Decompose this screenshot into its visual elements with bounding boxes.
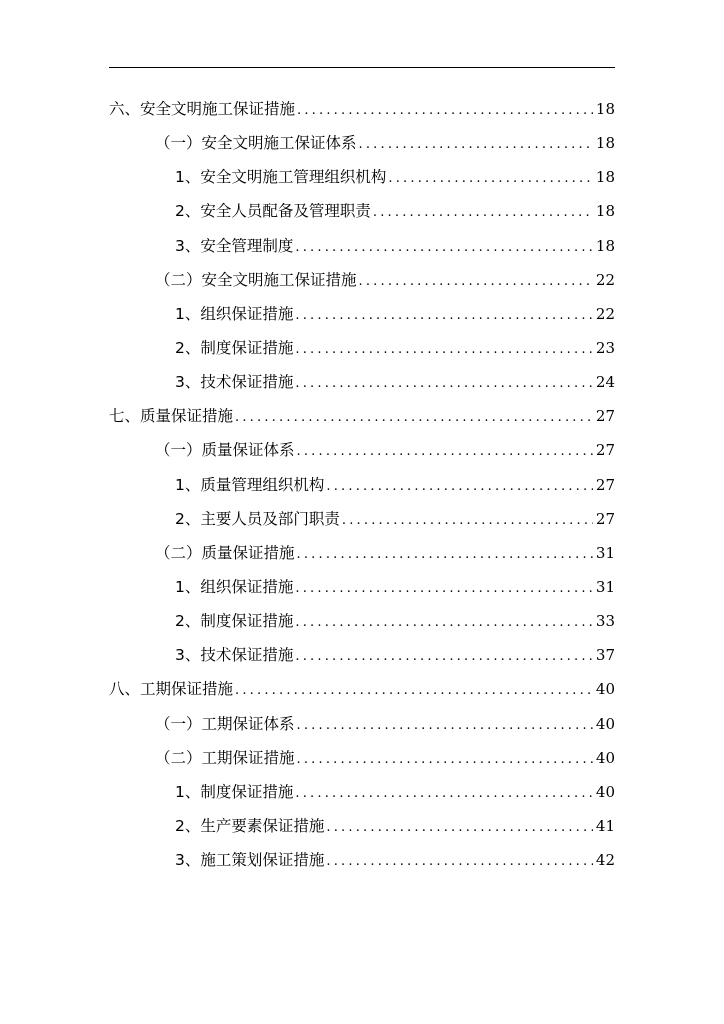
toc-page-number: 31 [595, 577, 615, 596]
toc-dot-leader [295, 333, 593, 367]
toc-entry[interactable] [109, 297, 615, 331]
toc-dot-leader [295, 299, 593, 333]
toc-dot-leader [295, 606, 593, 640]
toc-entry-title: 3、施工策划保证措施 [175, 851, 325, 870]
toc-dot-leader [295, 572, 593, 606]
toc-page-number: 40 [595, 748, 615, 767]
toc-dot-leader [326, 470, 593, 504]
toc-page-number: 42 [595, 851, 615, 870]
toc-entry[interactable] [109, 331, 615, 365]
header-rule [109, 67, 615, 68]
toc-entry-title: 2、制度保证措施 [175, 338, 294, 357]
toc-entry[interactable] [109, 433, 615, 467]
toc-page-number: 31 [595, 543, 615, 562]
toc-entry-title: （二）安全文明施工保证措施 [155, 270, 357, 289]
toc-page-number: 18 [595, 202, 615, 221]
toc-entry[interactable] [109, 160, 615, 194]
toc-dot-leader [297, 435, 593, 469]
toc-entry[interactable] [109, 263, 615, 297]
toc-entry-title: 2、制度保证措施 [175, 612, 294, 631]
toc-entry-title: 七、质量保证措施 [109, 407, 234, 426]
toc-dot-leader [359, 265, 593, 299]
toc-dot-leader [326, 845, 593, 879]
toc-dot-leader [297, 538, 593, 572]
toc-page-number: 22 [595, 304, 615, 323]
toc-entry[interactable] [109, 672, 615, 706]
toc-entry[interactable] [109, 707, 615, 741]
toc-page-number: 18 [595, 168, 615, 187]
toc-entry-title: （二）质量保证措施 [155, 543, 295, 562]
toc-entry[interactable] [109, 92, 615, 126]
toc-page-number: 23 [595, 338, 615, 357]
toc-page-number: 18 [595, 134, 615, 153]
toc-entry[interactable] [109, 126, 615, 160]
toc-dot-leader [295, 367, 593, 401]
toc-entry[interactable] [109, 194, 615, 228]
toc-page-number: 24 [595, 373, 615, 392]
toc-entry-title: 2、主要人员及部门职责 [175, 509, 340, 528]
toc-page-number: 18 [595, 100, 615, 118]
toc-dot-leader [359, 128, 593, 162]
toc-entry-title: 2、安全人员配备及管理职责 [175, 202, 371, 221]
toc-entry-title: （二）工期保证措施 [155, 748, 295, 767]
toc-entry[interactable] [109, 843, 615, 877]
toc-dot-leader [373, 196, 593, 230]
toc-dot-leader [297, 743, 593, 777]
toc-page-number: 40 [595, 714, 615, 733]
toc-page-number: 22 [595, 270, 615, 289]
toc-entry[interactable] [109, 741, 615, 775]
toc-entry[interactable] [109, 468, 615, 502]
toc-entry-title: 八、工期保证措施 [109, 680, 234, 699]
toc-page-number: 40 [595, 782, 615, 801]
toc-entry-title: 1、组织保证措施 [175, 304, 294, 323]
toc-entry-title: 六、安全文明施工保证措施 [109, 100, 296, 118]
toc-page-number: 27 [595, 407, 615, 426]
toc-page-number: 27 [595, 441, 615, 460]
toc-entry-title: 2、生产要素保证措施 [175, 816, 325, 835]
toc-page-number: 37 [595, 646, 615, 665]
toc-dot-leader [342, 504, 593, 538]
toc-entry-title: 1、组织保证措施 [175, 577, 294, 596]
toc-page-number: 41 [595, 816, 615, 835]
toc-entry[interactable] [109, 638, 615, 672]
table-of-contents [109, 92, 615, 877]
toc-entry[interactable] [109, 229, 615, 263]
toc-entry-title: 1、质量管理组织机构 [175, 475, 325, 494]
toc-entry[interactable] [109, 775, 615, 809]
toc-entry[interactable] [109, 604, 615, 638]
toc-entry-title: 1、制度保证措施 [175, 782, 294, 801]
toc-dot-leader [295, 640, 593, 674]
toc-page-number: 27 [595, 509, 615, 528]
toc-entry-title: 1、安全文明施工管理组织机构 [175, 168, 387, 187]
toc-entry[interactable] [109, 809, 615, 843]
toc-dot-leader [235, 401, 593, 435]
toc-dot-leader [388, 162, 593, 196]
toc-entry[interactable] [109, 536, 615, 570]
toc-entry[interactable] [109, 570, 615, 604]
toc-entry-title: 3、技术保证措施 [175, 646, 294, 665]
toc-page-number: 18 [595, 236, 615, 255]
toc-page-number: 40 [595, 680, 615, 699]
toc-entry-title: 3、技术保证措施 [175, 373, 294, 392]
toc-entry-title: （一）质量保证体系 [155, 441, 295, 460]
toc-entry-title: 3、安全管理制度 [175, 236, 294, 255]
toc-entry[interactable] [109, 365, 615, 399]
toc-dot-leader [326, 811, 593, 845]
toc-dot-leader [295, 777, 593, 811]
toc-entry-title: （一）安全文明施工保证体系 [155, 134, 357, 153]
toc-dot-leader [235, 674, 593, 708]
toc-page-number: 33 [595, 612, 615, 631]
toc-dot-leader [297, 94, 593, 128]
toc-page-number: 27 [595, 475, 615, 494]
toc-entry[interactable] [109, 502, 615, 536]
toc-entry-title: （一）工期保证体系 [155, 714, 295, 733]
toc-dot-leader [295, 231, 593, 265]
toc-entry[interactable] [109, 399, 615, 433]
toc-dot-leader [297, 709, 593, 743]
